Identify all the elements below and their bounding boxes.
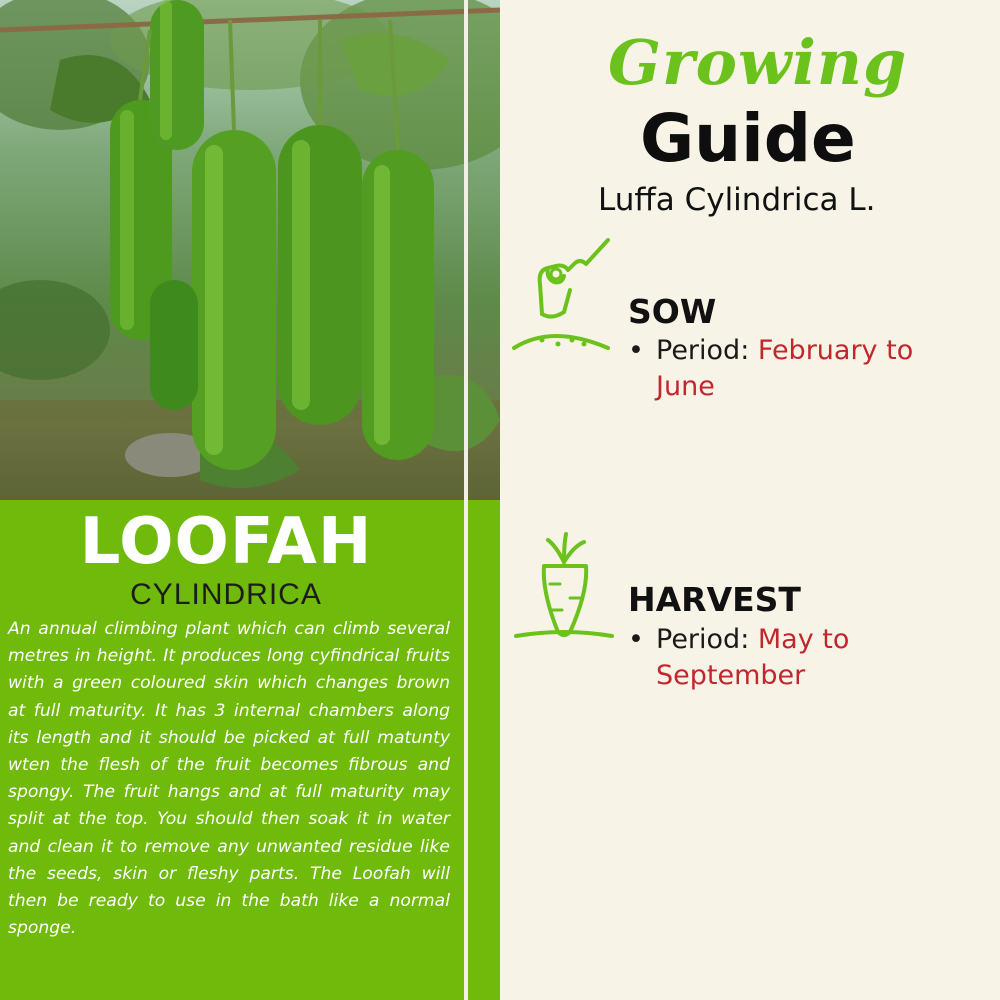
bullet: • xyxy=(628,624,644,655)
loofah-fruit xyxy=(278,125,362,425)
hand-sowing-seed-icon xyxy=(512,234,612,358)
guide-heading-bold: Guide xyxy=(640,100,856,177)
loofah-photo xyxy=(0,0,500,500)
harvest-period-value: May to September xyxy=(656,624,850,691)
harvest-period xyxy=(628,622,968,694)
latin-name: Luffa Cylindrica L. xyxy=(598,182,876,218)
bullet: • xyxy=(628,335,644,366)
loofah-fruit xyxy=(192,130,276,470)
product-description: An annual climbing plant which can climb several metres in height. It produces long cyfindrical fruits with a green coloured skin which changes brown at full maturity. It has 3 internal chambers along its length and it should be picked at full matunty wten the flesh of the fruit becomes fibrous and spongy. The fruit hangs and at full maturity may split at the top. You should then soak it in water and clean it to remove any unwanted residue like the seeds, skin or fleshy parts. The Loofah will then be ready to use in the bath like a normal sponge. xyxy=(8,619,450,939)
product-subtitle: CYLINDRICA xyxy=(130,578,322,611)
loofah-illustration xyxy=(0,0,500,500)
guide-heading-script: Growing xyxy=(608,26,908,99)
sow-title: SOW xyxy=(628,292,717,331)
period-label: Period: xyxy=(656,335,750,366)
harvest-title: HARVEST xyxy=(628,580,801,619)
loofah-fruit xyxy=(362,150,434,460)
loofah-fruit xyxy=(150,0,204,150)
sow-period-value: February to June xyxy=(656,335,914,402)
carrot-harvest-icon xyxy=(514,532,614,648)
panel-edge xyxy=(468,500,500,980)
product-title: LOOFAH xyxy=(79,505,373,579)
loofah-fruit xyxy=(150,280,198,410)
period-label: Period: xyxy=(656,624,750,655)
sow-period xyxy=(628,333,968,405)
vertical-divider xyxy=(464,0,468,1000)
